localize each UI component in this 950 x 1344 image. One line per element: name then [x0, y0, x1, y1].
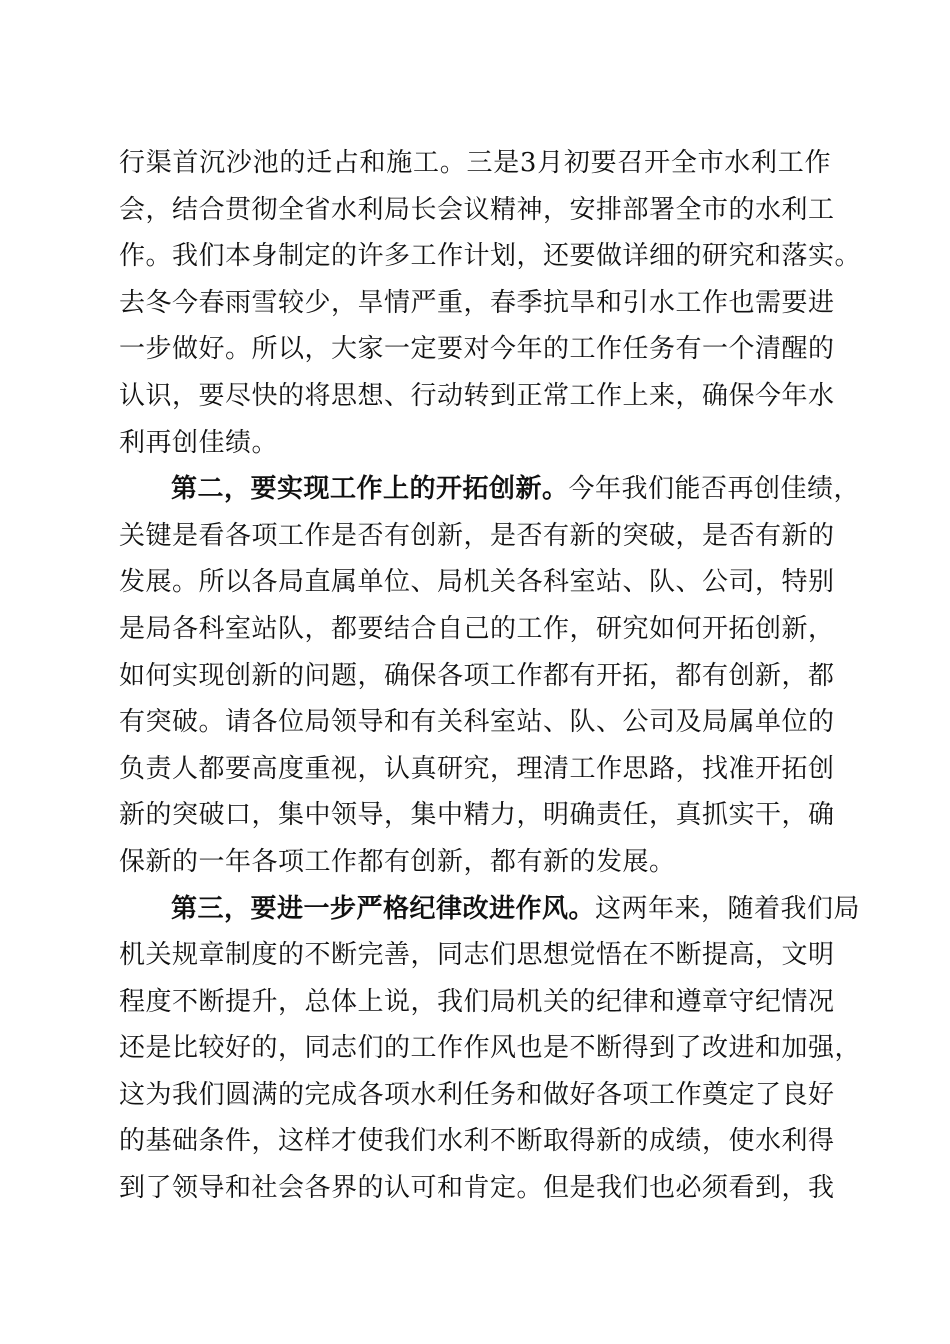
text-line: 机关规章制度的不断完善，同志们思想觉悟在不断提高，文明 — [119, 940, 835, 971]
text-line: 利再创佳绩。 — [119, 427, 279, 458]
text-line: 负责人都要高度重视，认真研究，理清工作思路，找准开拓创 — [119, 753, 835, 784]
text-line: 认识，要尽快的将思想、行动转到正常工作上来，确保今年水 — [119, 380, 835, 411]
text-line: 行渠首沉沙池的迁占和施工。三是3月初要召开全市水利工作 — [119, 148, 831, 178]
paragraph-heading: 第二，要实现工作上的开拓创新。 — [171, 474, 569, 505]
text-line: 如何实现创新的问题，确保各项工作都有开拓，都有创新，都 — [119, 660, 835, 691]
paragraph-3 — [119, 886, 862, 1212]
text-line: 关键是看各项工作是否有创新，是否有新的突破，是否有新的 — [119, 520, 835, 551]
text-line: 作。我们本身制定的许多工作计划，还要做详细的研究和落实。 — [119, 241, 862, 272]
text-line: 新的突破口，集中领导，集中精力，明确责任，真抓实干，确 — [119, 800, 835, 831]
text-line: 是局各科室站队，都要结合自己的工作，研究如何开拓创新， — [119, 613, 835, 644]
text-line: 程度不断提升，总体上说，我们局机关的纪律和遵章守纪情况 — [119, 986, 835, 1017]
document-body — [119, 140, 862, 1212]
text-line: 保新的一年各项工作都有创新，都有新的发展。 — [119, 846, 676, 877]
paragraph-2 — [119, 466, 861, 885]
text-run: 这两年来，随着我们局 — [595, 893, 861, 924]
text-line — [119, 466, 861, 513]
text-line: 的基础条件，这样才使我们水利不断取得新的成绩，使水利得 — [119, 1126, 835, 1157]
text-run: 今年我们能否再创佳绩， — [568, 474, 861, 505]
paragraph-heading: 第三，要进一步严格纪律改进作风。 — [171, 893, 596, 924]
text-line — [119, 886, 861, 933]
text-line: 有突破。请各位局领导和有关科室站、队、公司及局属单位的 — [119, 707, 835, 738]
paragraph-1 — [119, 140, 862, 466]
text-line: 到了领导和社会各界的认可和肯定。但是我们也必须看到，我 — [119, 1173, 835, 1204]
text-line: 这为我们圆满的完成各项水利任务和做好各项工作奠定了良好 — [119, 1079, 835, 1110]
text-line: 去冬今春雨雪较少，旱情严重，春季抗旱和引水工作也需要进 — [119, 287, 835, 318]
text-line: 发展。所以各局直属单位、局机关各科室站、队、公司，特别 — [119, 567, 835, 598]
text-line: 一步做好。所以，大家一定要对今年的工作任务有一个清醒的 — [119, 334, 835, 365]
text-line: 还是比较好的，同志们的工作作风也是不断得到了改进和加强， — [119, 1033, 862, 1064]
text-line: 会，结合贯彻全省水利局长会议精神，安排部署全市的水利工 — [119, 194, 835, 225]
